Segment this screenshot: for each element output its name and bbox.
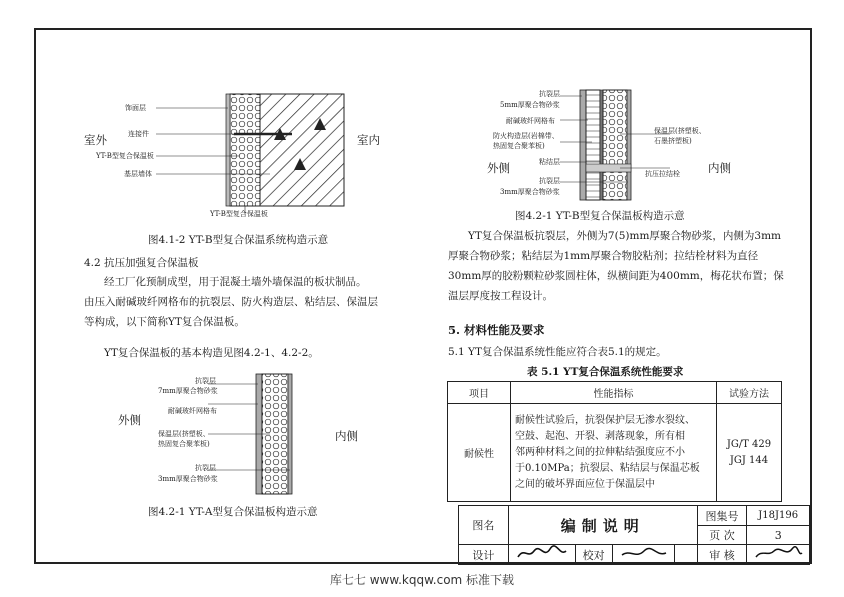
yt-board-description [448, 226, 784, 306]
fig3-callout: 抗裂层 [539, 177, 560, 185]
fig3-caption: 图4.2-1 YT-B型复合保温板构造示意 [515, 210, 685, 222]
section-5-1-text: 5.1 YT复合保温系统性能应符合表5.1的规定。 [448, 346, 667, 358]
spec-line: 耐候性试验后，抗裂保护层无渗水裂纹、 [515, 414, 695, 426]
fig3-callout: 防火构造层(岩棉带、 [493, 132, 559, 140]
fig2-callout: 保温层(挤塑板、 [158, 430, 210, 438]
fig2-inside-label: 内侧 [335, 429, 358, 443]
section-4-2-paragraph [84, 272, 378, 332]
text-line: 厚聚合物砂浆；粘结层为1mm厚聚合物胶粘剂；拉结栓材料为直径 [448, 250, 759, 262]
fig1-callout: 连接件 [128, 130, 149, 138]
fig1-caption: 图4.1-2 YT-B型复合保温系统构造示意 [148, 234, 329, 246]
table-header: 性能指标 [511, 382, 717, 404]
design-label: 设计 [459, 545, 509, 565]
fig3-callout: 抗压拉结栓 [645, 170, 680, 178]
drawing-name: 编制说明 [508, 506, 697, 545]
fig1-inside-label: 室内 [357, 133, 380, 147]
footer-watermark: 库七七 www.kqqw.com 标准下载 [329, 573, 515, 587]
method-line: JG/T 429 [726, 438, 772, 450]
fig1-bottom-callout: YT-B型复合保温板 [210, 210, 268, 218]
text-line: 30mm厚的胶粉颗粒砂浆圆柱体，纵横间距为400mm，梅花状布置；保 [448, 270, 784, 282]
method-line: JGJ 144 [729, 454, 769, 466]
fig1-callout: YT-B型复合保温板 [96, 152, 154, 160]
table-cell-method [717, 404, 782, 502]
fig2-callout: 抗裂层 [195, 464, 216, 472]
table-5-1-title: 表 5.1 YT复合保温系统性能要求 [527, 366, 684, 378]
fig3-callout: 抗裂层 [539, 90, 560, 98]
drawing-name-label: 图名 [459, 506, 509, 545]
table-cell-item: 耐候性 [448, 404, 511, 502]
table-header: 项目 [448, 382, 511, 404]
fig3-callout: 石墨挤塑板) [654, 137, 692, 145]
spec-line: 之间的破坏界面应位于保温层中 [515, 478, 655, 490]
signature-scribble [618, 545, 670, 561]
fig2-caption: 图4.2-1 YT-A型复合保温板构造示意 [148, 506, 318, 518]
table-5-1 [447, 381, 782, 502]
design-signature [508, 545, 575, 565]
table-header: 试验方法 [717, 382, 782, 404]
fig1-callout: 饰面层 [125, 104, 146, 112]
fig3-inside-label: 内侧 [708, 161, 731, 175]
fig2-callout: 耐碱玻纤网格布 [168, 407, 217, 415]
title-block [458, 505, 810, 565]
spec-line: 邻两种材料之间的拉伸粘结强度应不小 [515, 446, 685, 458]
section-5-heading: 5. 材料性能及要求 [448, 323, 545, 337]
fig1-callout: 基层墙体 [124, 170, 152, 178]
atlas-label: 图集号 [697, 506, 747, 526]
fig3-callout: 保温层(挤塑板、 [654, 127, 706, 135]
fig3-callout: 粘结层 [539, 158, 560, 166]
fig2-outside-label: 外侧 [118, 413, 141, 427]
fig2-callout: 抗裂层 [195, 377, 216, 385]
review-label: 审 核 [697, 545, 747, 565]
fig3-callout: 热固复合聚苯板) [493, 142, 545, 150]
fig3-callout: 耐碱玻纤网格布 [506, 117, 555, 125]
section-4-2-heading: 4.2 抗压加强复合保温板 [84, 257, 199, 269]
atlas-number: J18J196 [747, 506, 810, 526]
fig2-callout: 3mm厚聚合物砂浆 [158, 475, 218, 483]
text-line: 等构成，以下简称YT复合保温板。 [84, 316, 245, 328]
fig2-callout: 热固复合聚苯板) [158, 440, 210, 448]
signature-scribble [752, 545, 804, 561]
fig3-drawing [560, 86, 670, 206]
fig3-callout: 3mm厚聚合物砂浆 [500, 188, 560, 196]
spec-line: 空鼓、起泡、开裂、剥落现象，所有相 [515, 430, 685, 442]
signature-scribble [514, 545, 570, 561]
text-line: 温层厚度按工程设计。 [448, 290, 553, 302]
fig1-drawing [150, 88, 350, 218]
page-number: 3 [747, 526, 810, 545]
fig2-callout: 7mm厚聚合物砂浆 [158, 387, 218, 395]
fig3-callout: 5mm厚聚合物砂浆 [500, 101, 560, 109]
fig3-outside-label: 外侧 [487, 161, 510, 175]
fig1-outside-label: 室外 [84, 133, 107, 147]
text-line: 经工厂化预制成型，用于混凝土墙外墙保温的板状制品。 [104, 276, 367, 288]
spec-line: 于0.10MPa；抗裂层、粘结层与保温芯板 [515, 462, 700, 474]
text-line: YT复合保温板抗裂层，外侧为7(5)mm厚聚合物砂浆，内侧为3mm [468, 230, 781, 242]
text-line: 由压入耐碱玻纤网格布的抗裂层、防火构造层、粘结层、保温层 [84, 296, 378, 308]
section-4-2-figref: YT复合保温板的基本构造见图4.2-1、4.2-2。 [104, 347, 319, 359]
table-cell-spec [511, 404, 717, 502]
check-signature [612, 545, 675, 565]
page-label: 页 次 [697, 526, 747, 545]
check-label: 校对 [575, 545, 612, 565]
review-signature [747, 545, 810, 565]
